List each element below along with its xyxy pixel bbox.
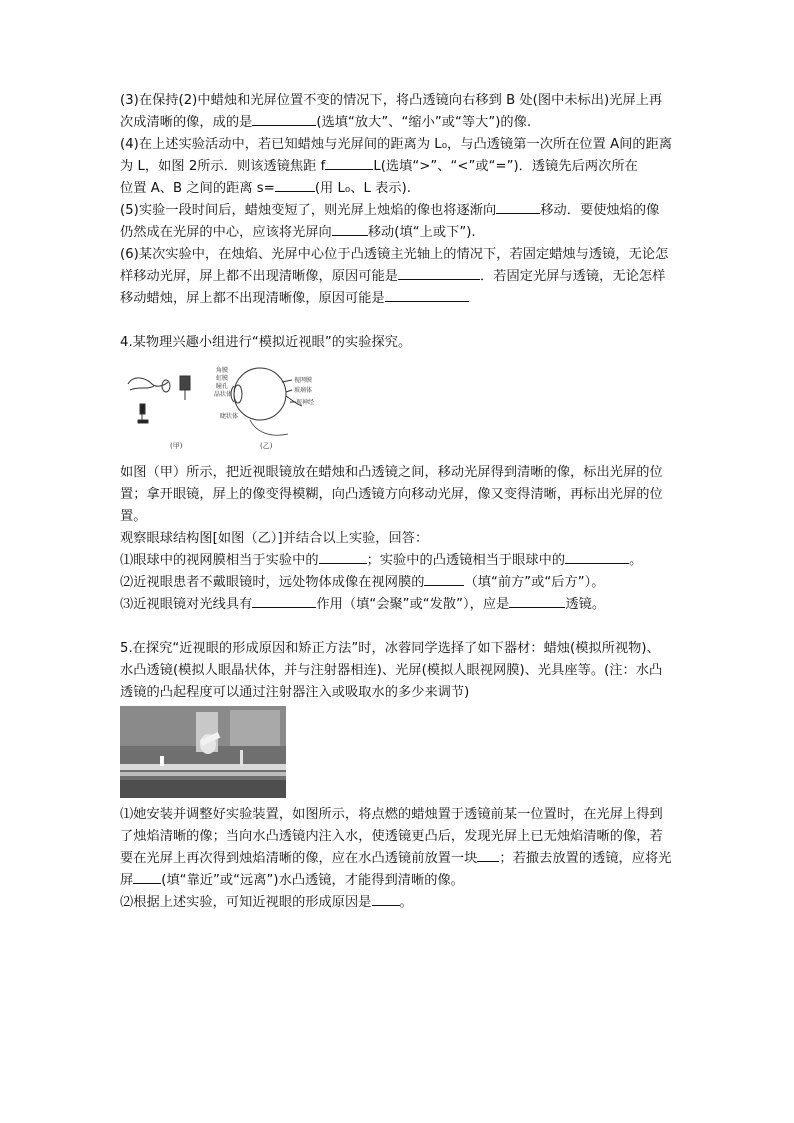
caption-yi: (乙)	[260, 442, 273, 450]
eyeball-sketch	[231, 368, 302, 435]
label-ciliary-body: 睫状体	[220, 413, 239, 420]
worksheet-page	[120, 90, 680, 914]
q3-part4-line3: 位置 A、B 之间的距离 s= (用 L₀、L 表示).	[120, 178, 680, 200]
optical-bench-photo	[120, 706, 286, 798]
answer-blank[interactable]	[565, 550, 629, 564]
eye-experiment-figure	[120, 356, 320, 456]
spacer	[120, 616, 680, 638]
answer-blank[interactable]	[385, 288, 469, 302]
q3-part6-line1: (6)某次实验中，在烛焰、光屏中心位于凸透镜主光轴上的情况下，若固定蜡烛与透镜，无论怎	[120, 247, 669, 262]
q4-subquestion2: ⑵近视眼患者不戴眼镜时，远处物体成像在视网膜的 （填“前方”或“后方”）。	[120, 572, 680, 594]
answer-blank[interactable]	[477, 848, 499, 862]
label-retina: 视网膜	[294, 377, 313, 384]
q5-part1-line1: ⑴她安装并调整好实验装置，如图所示，将点燃的蜡烛置于透镜前某一位置时，在光屏上得到	[120, 807, 663, 822]
apparatus-sketch	[128, 376, 190, 423]
q5-intro-line1: 5.在探究“近视眼的形成原因和矫正方法”时，冰蓉同学选择了如下器材：蜡烛(模拟所视物)、	[120, 641, 660, 656]
q5-part1-line4: 屏 (填“靠近”或“远离”)水凸透镜，才能得到清晰的像。	[120, 870, 680, 892]
q5-intro-line3: 透镜的凸起程度可以通过注射器注入或吸取水的多少来调节)	[120, 685, 470, 700]
label-cornea: 角膜	[216, 367, 229, 374]
label-optic-nerve: 视神经	[296, 399, 315, 406]
caption-jia: (甲)	[170, 442, 183, 450]
label-vitreous: 玻璃体	[294, 387, 313, 394]
answer-blank[interactable]	[332, 222, 368, 236]
q5-part2: ⑵根据上述实验，可知近视眼的形成原因是 。	[120, 892, 680, 914]
q4-description-line1: 如图（甲）所示，把近视眼镜放在蜡烛和凸透镜之间，移动光屏得到清晰的像，标出光屏的位	[120, 465, 663, 480]
q3-part3-line2: 次成清晰的像，成的是 (选填“放大”、“缩小”或“等大”)的像.	[120, 112, 680, 134]
q4-subquestion1: ⑴眼球中的视网膜相当于实验中的 ；实验中的凸透镜相当于眼球中的 。	[120, 550, 680, 572]
answer-blank[interactable]	[133, 870, 161, 884]
answer-blank[interactable]	[252, 112, 316, 126]
q4-description-line2: 置；拿开眼镜，屏上的像变得模糊，向凸透镜方向移动光屏，像又变得清晰，再标出光屏的位	[120, 487, 663, 502]
q3-part5-line1: (5)实验一段时间后，蜡烛变短了，则光屏上烛焰的像也将逐渐向 移动．要使烛焰的像	[120, 200, 680, 222]
q5-intro-line2: 水凸透镜(模拟人眼晶状体，并与注射器相连)、光屏(模拟人眼视网膜)、光具座等。(注：水凸	[120, 663, 663, 678]
q4-title: 4.某物理兴趣小组进行“模拟近视眼”的实验探究。	[120, 335, 412, 350]
answer-blank[interactable]	[372, 892, 400, 906]
label-iris: 虹膜	[216, 375, 229, 382]
q5-part1-line2: 了烛焰清晰的像；当向水凸透镜内注入水，使透镜更凸后，发现光屏上已无烛焰清晰的像，若	[120, 829, 663, 844]
spacer	[120, 310, 680, 332]
answer-blank[interactable]	[398, 266, 480, 280]
q4-description-line4: 观察眼球结构图[如图（乙）]并结合以上实验，回答：	[120, 531, 429, 546]
answer-blank[interactable]	[319, 550, 367, 564]
q3-part6-line3: 移动蜡烛，屏上都不出现清晰像，原因可能是	[120, 288, 680, 310]
q3-part6-line2: 样移动光屏，屏上都不出现清晰像，原因可能是 ．若固定光屏与透镜，无论怎样	[120, 266, 680, 288]
q4-subquestion3: ⑶近视眼镜对光线具有 作用（填“会聚”或“发散”），应是 透镜。	[120, 594, 680, 616]
q4-description-line3: 置。	[120, 509, 147, 524]
answer-blank[interactable]	[252, 594, 316, 608]
label-lens: 晶状体	[214, 391, 233, 398]
q5-part1-line3: 要在光屏上再次得到烛焰清晰的像，应在水凸透镜前放置一块 ；若撤去放置的透镜，应将光	[120, 848, 680, 870]
answer-blank[interactable]	[496, 200, 540, 214]
answer-blank[interactable]	[424, 572, 464, 586]
q3-part3-line1: (3)在保持(2)中蜡烛和光屏位置不变的情况下，将凸透镜向右移到 B 处(图中未标出)光屏上再	[120, 93, 663, 108]
q3-part4-line1: (4)在上述实验活动中，若已知蜡烛与光屏间的距离为 L₀，与凸透镜第一次所在位置 A间的距离	[120, 137, 673, 152]
answer-blank[interactable]	[325, 156, 373, 170]
q3-part5-line2: 仍然成在光屏的中心，应该将光屏向 移动(填“上或下”).	[120, 222, 680, 244]
answer-blank[interactable]	[275, 178, 315, 192]
label-pupil: 瞳孔	[216, 383, 229, 390]
q3-part4-line2: 为 L，如图 2所示．则该透镜焦距 f L(选填“>”、“<”或“=”)．透镜先后两次所在	[120, 156, 680, 178]
answer-blank[interactable]	[509, 594, 565, 608]
